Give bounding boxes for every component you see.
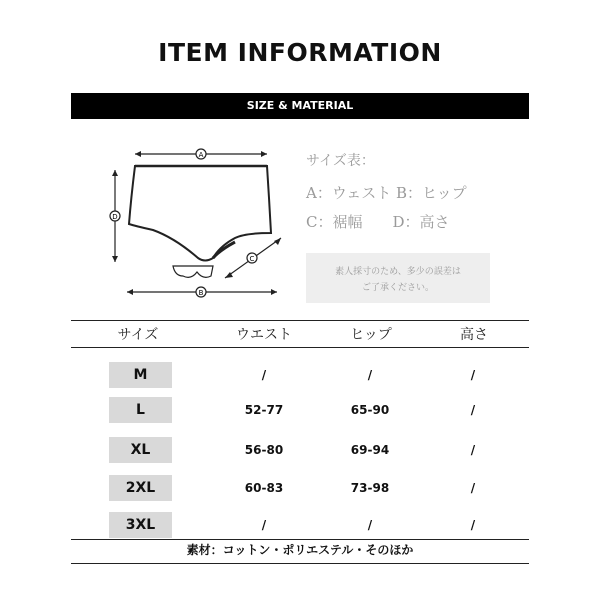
table-cell-hip: 69-94 [350,443,390,457]
table-cell-height: / [470,403,476,417]
section-banner: SIZE & MATERIAL [71,93,529,119]
note-line-2: ご了承ください。 [361,283,434,293]
header-size: サイズ [117,327,159,343]
table-bottom-rule [71,563,529,564]
table-cell-height: / [470,518,476,532]
note-line-1: 素人採寸のため、多少の誤差は [335,267,461,277]
table-cell-height: / [470,368,476,382]
header-height: 高さ [460,327,488,343]
table-top-rule [71,320,529,321]
table-cell-waist: / [261,518,267,532]
size-info-heading: サイズ表： [306,153,375,169]
label-c: C [249,255,255,263]
size-info-line-1: A：ウェスト B：ヒップ [306,184,467,202]
product-diagram [95,138,305,308]
table-row-size: L [109,397,172,423]
table-row-size: 2XL [109,475,172,501]
size-table [71,320,529,570]
header-hip: ヒップ [350,327,392,343]
table-cell-waist: / [261,368,267,382]
table-row-size: 3XL [109,512,172,538]
table-cell-height: / [470,443,476,457]
table-cell-waist: 60-83 [244,481,284,495]
label-b: B [198,289,204,297]
label-a: A [198,151,204,159]
table-cell-hip: 65-90 [350,403,390,417]
table-header-rule [71,347,529,348]
table-row-size: XL [109,437,172,463]
table-cell-height: / [470,481,476,495]
table-cell-hip: / [367,518,373,532]
header-waist: ウエスト [236,327,292,343]
label-d: D [112,213,118,221]
size-info-line-2: C：裾幅 D：高さ [306,213,450,231]
table-cell-waist: 52-77 [244,403,284,417]
table-cell-hip: 73-98 [350,481,390,495]
material-text: 素材：コットン・ポリエステル・そのほか [186,543,414,557]
table-material-rule [71,539,529,540]
measurement-note [306,253,490,303]
page-title: ITEM INFORMATION [158,38,442,67]
briefs-outline-illustration [95,138,305,308]
table-cell-hip: / [367,368,373,382]
table-cell-waist: 56-80 [244,443,284,457]
table-row-size: M [109,362,172,388]
